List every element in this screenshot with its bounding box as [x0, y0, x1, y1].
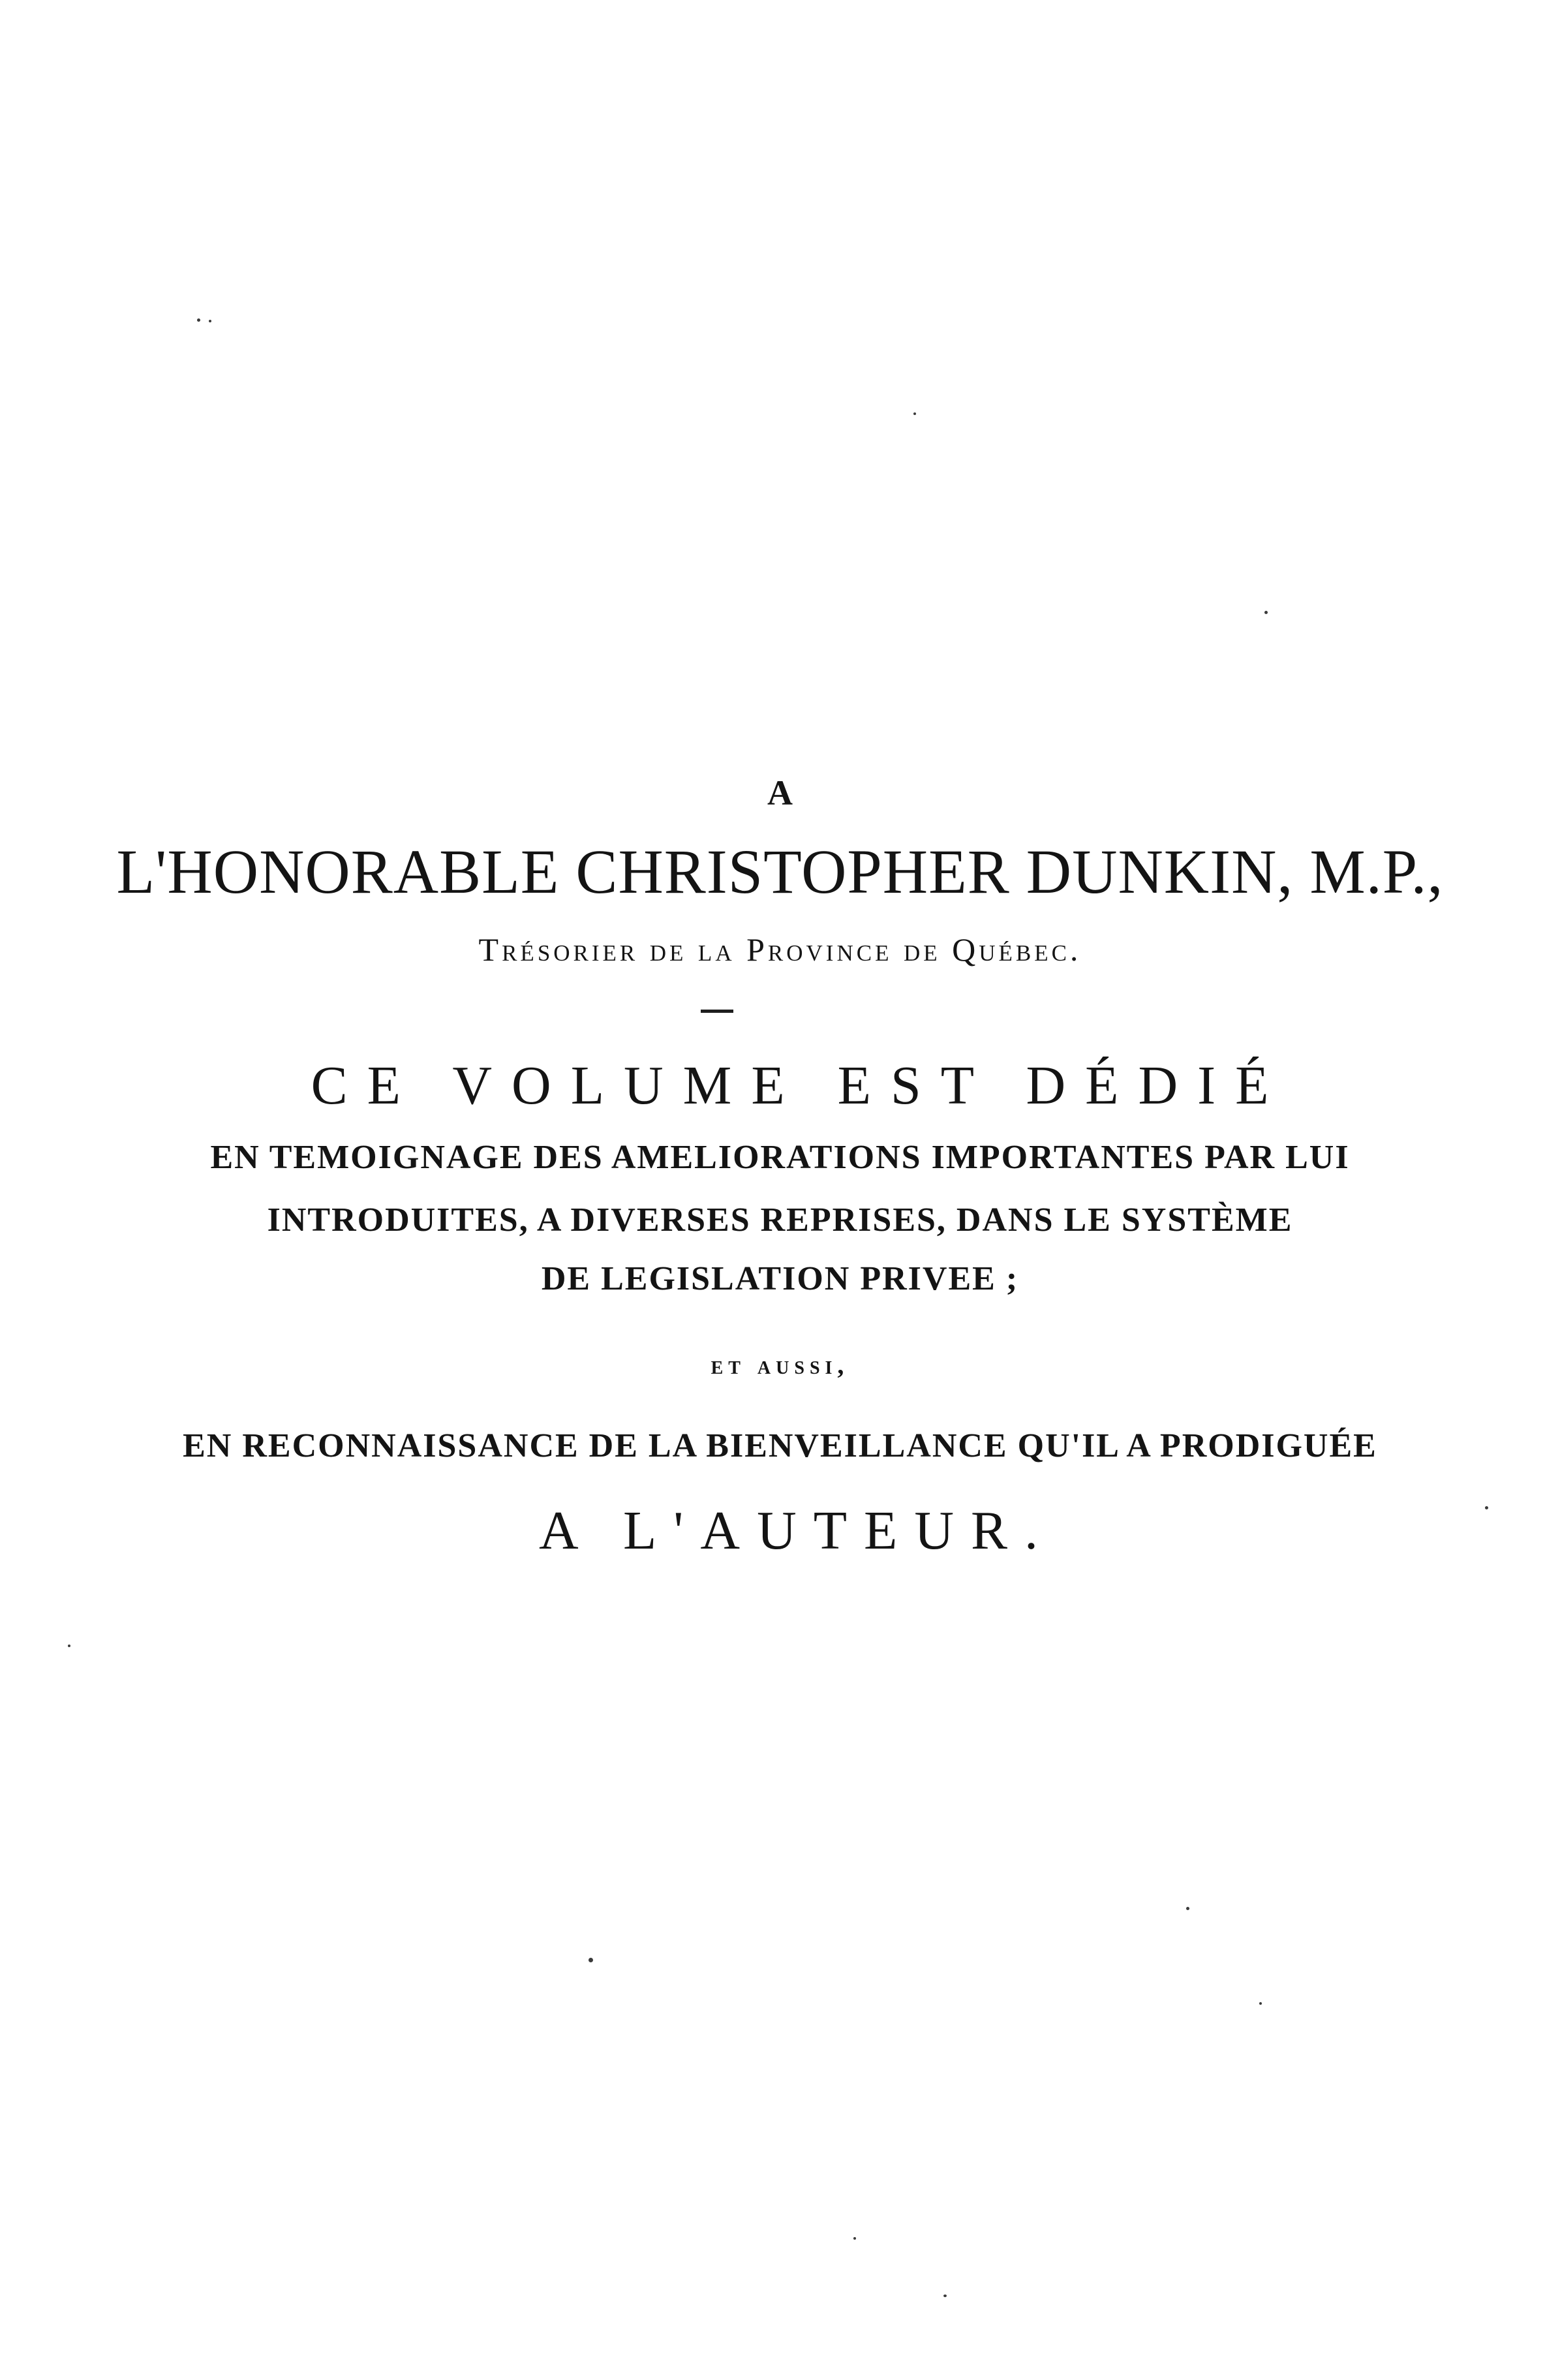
dedication-preposition: A	[767, 773, 793, 812]
scan-speck	[209, 320, 211, 322]
gratitude-line: EN RECONNAISSANCE DE LA BIENVEILLANCE QU'IL A PRODIGUÉE	[183, 1427, 1377, 1464]
scan-speck	[68, 1645, 70, 1647]
also-phrase: et aussi,	[711, 1350, 849, 1380]
scan-speck	[589, 1958, 593, 1962]
dedicatee-title: Trésorier de la Province de Québec.	[478, 931, 1082, 968]
scan-speck	[197, 318, 200, 322]
reason-line-1: EN TEMOIGNAGE DES AMELIORATIONS IMPORTANTES PAR LUI	[210, 1139, 1350, 1176]
dedication-statement: CE VOLUME EST DÉDIÉ	[311, 1055, 1289, 1116]
scan-speck	[913, 412, 916, 415]
reason-line-2: INTRODUITES, A DIVERSES REPRISES, DANS LE SYSTÈME	[267, 1201, 1293, 1239]
scan-speck	[853, 2237, 856, 2240]
scan-speck	[943, 2295, 947, 2297]
closing-line: A L'AUTEUR.	[538, 1500, 1056, 1561]
separator-dash	[701, 1010, 733, 1013]
scan-speck	[1485, 1506, 1488, 1509]
scan-speck	[1264, 611, 1268, 614]
dedicatee-name: L'HONORABLE CHRISTOPHER DUNKIN, M.P.,	[116, 837, 1444, 906]
reason-line-3: DE LEGISLATION PRIVEE ;	[541, 1260, 1019, 1297]
scan-speck	[1259, 2002, 1262, 2005]
scan-speck	[1186, 1907, 1189, 1910]
